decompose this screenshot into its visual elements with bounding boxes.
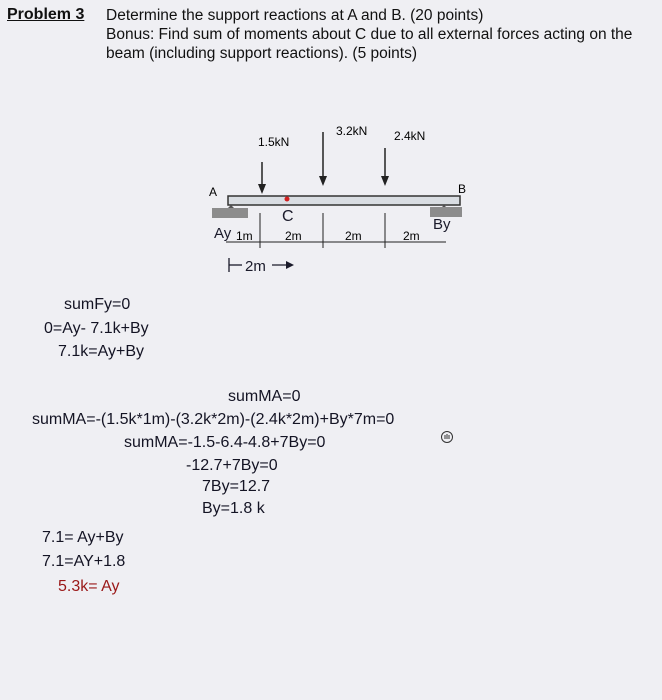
sum-ma-line-1: sumMA=0 [228, 388, 301, 405]
sum-fy-line-2: 0=Ay- 7.1k+By [44, 320, 149, 337]
bottom-dim-label: 2m [245, 258, 266, 275]
dim-label-2m-b: 2m [345, 229, 362, 243]
ay-line-2: 7.1=AY+1.8 [42, 553, 126, 570]
sum-ma-line-3: sumMA=-1.5-6.4-4.8+7By=0 [124, 434, 326, 451]
hand-cursor-icon [440, 430, 454, 444]
problem-label: Problem 3 [7, 6, 85, 23]
load-label-2: 3.2kN [336, 124, 368, 138]
sum-ma-line-2: sumMA=-(1.5k*1m)-(3.2k*2m)-(2.4k*2m)+By*7m=0 [32, 411, 395, 428]
problem-line-3: beam (including support reactions). (5 points) [106, 45, 418, 62]
beam [228, 196, 460, 205]
sum-fy-line-3: 7.1k=Ay+By [58, 343, 144, 360]
point-c-marker [285, 197, 290, 202]
point-a-label: A [209, 185, 218, 199]
point-b-label: B [458, 182, 467, 196]
dim-label-2m-a: 2m [285, 229, 302, 243]
problem-line-1: Determine the support reactions at A and B. (20 points) [106, 7, 484, 24]
reaction-ay-label: Ay [214, 225, 232, 242]
sum-ma-line-5: 7By=12.7 [202, 478, 271, 495]
dim-label-1m: 1m [236, 229, 253, 243]
load-arrow-3 [381, 148, 389, 186]
load-arrow-2 [319, 132, 327, 186]
bottom-dimension [229, 258, 294, 275]
load-arrow-1 [258, 162, 266, 194]
load-label-1: 1.5kN [258, 135, 290, 149]
ay-line-3: 5.3k= Ay [58, 578, 120, 595]
beam-diagram [0, 0, 662, 300]
sum-ma-line-4: -12.7+7By=0 [186, 457, 278, 474]
reaction-by-label: By [433, 216, 451, 233]
point-c-label: C [282, 208, 294, 225]
load-label-3: 2.4kN [394, 129, 426, 143]
sum-fy-line-1: sumFy=0 [64, 296, 131, 313]
problem-line-2: Bonus: Find sum of moments about C due to all external forces acting on the [106, 26, 633, 43]
ay-line-1: 7.1= Ay+By [42, 529, 124, 546]
dim-label-2m-c: 2m [403, 229, 420, 243]
sum-ma-line-6: By=1.8 k [202, 500, 265, 517]
support-a [212, 205, 248, 218]
